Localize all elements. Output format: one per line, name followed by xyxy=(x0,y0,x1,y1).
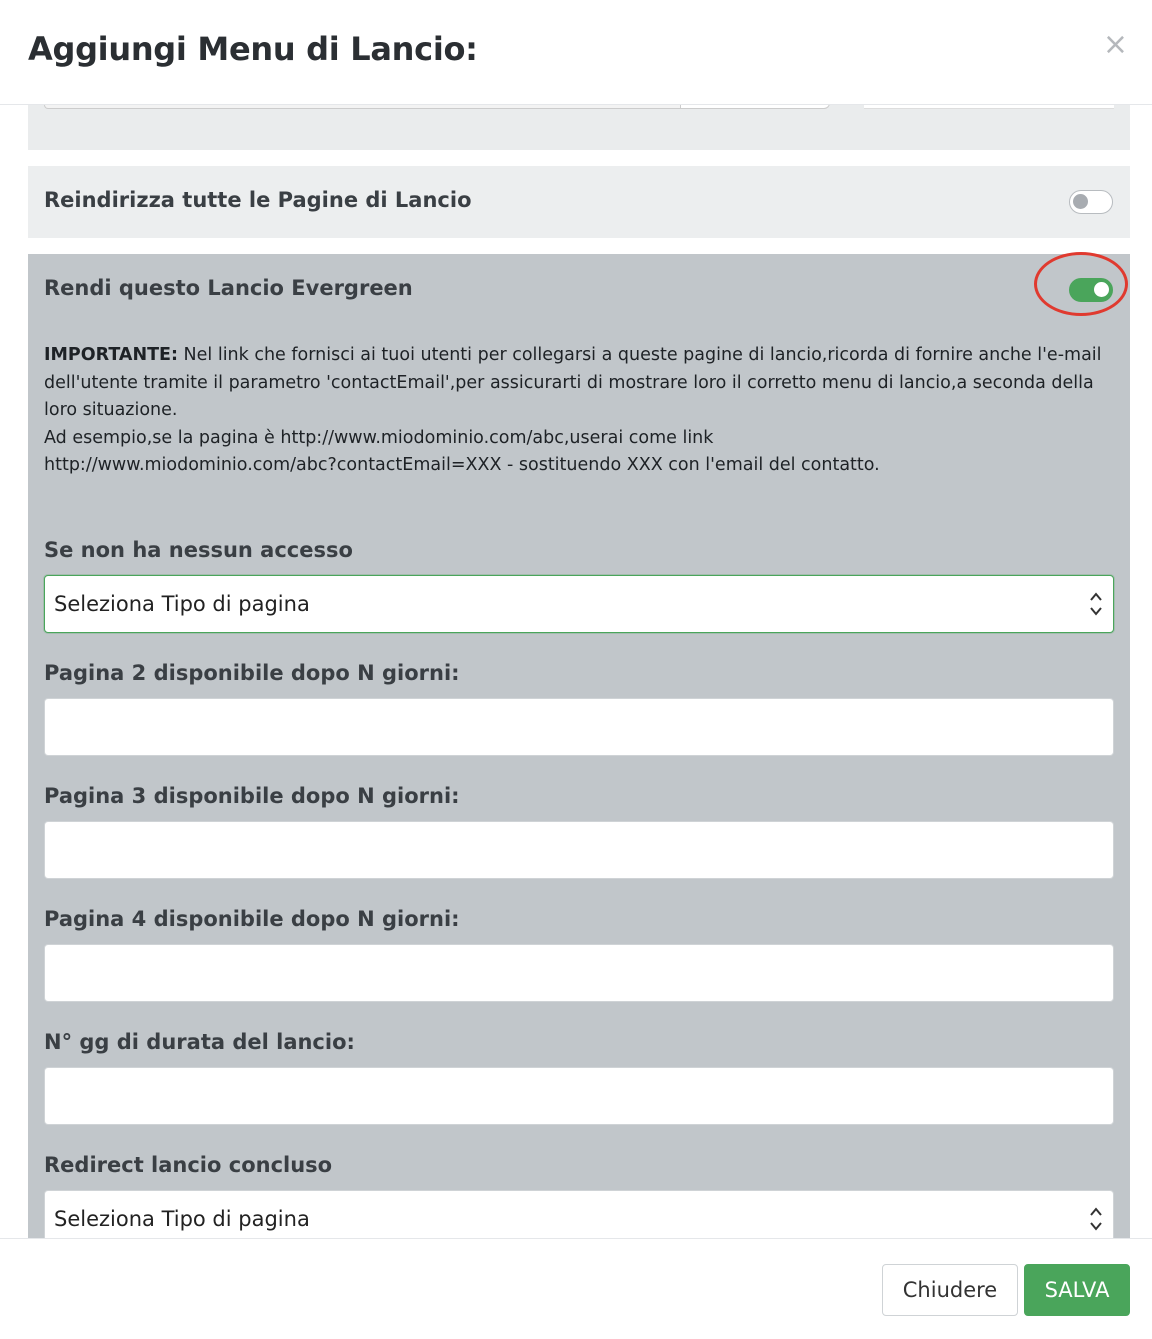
example-line-1: Ad esempio,se la pagina è http://www.miodominio.com/abc,userai come link xyxy=(44,427,714,448)
modal-title: Aggiungi Menu di Lancio: xyxy=(28,30,478,68)
close-button[interactable]: Chiudere xyxy=(882,1264,1018,1316)
modal-body[interactable] xyxy=(0,104,1152,1238)
redirect-all-label: Reindirizza tutte le Pagine di Lancio xyxy=(44,188,472,212)
page2-label: Pagina 2 disponibile dopo N giorni: xyxy=(44,661,460,685)
highlight-annotation xyxy=(1034,252,1128,316)
page3-label: Pagina 3 disponibile dopo N giorni: xyxy=(44,784,460,808)
no-access-select[interactable] xyxy=(44,575,1114,633)
page2-days-input[interactable] xyxy=(44,698,1114,756)
close-icon[interactable]: × xyxy=(1102,27,1128,62)
select-value: Seleziona Tipo di pagina xyxy=(54,592,310,616)
select-value: Seleziona Tipo di pagina xyxy=(54,1207,310,1231)
no-access-label: Se non ha nessun accesso xyxy=(44,538,353,562)
redirect-all-panel xyxy=(28,166,1130,238)
page4-days-input[interactable] xyxy=(44,944,1114,1002)
example-line-2: http://www.miodominio.com/abc?contactEmail=XXX - sostituendo XXX con l'email del contatto. xyxy=(44,455,880,475)
redirect-end-select[interactable] xyxy=(44,1190,1114,1238)
select-arrows-icon xyxy=(1089,1203,1103,1235)
notice-heading: IMPORTANTE: xyxy=(44,345,178,365)
page3-days-input[interactable] xyxy=(44,821,1114,879)
previous-settings-panel xyxy=(28,104,1130,150)
redirect-end-label: Redirect lancio concluso xyxy=(44,1153,333,1177)
page4-label: Pagina 4 disponibile dopo N giorni: xyxy=(44,907,460,931)
evergreen-panel xyxy=(28,254,1130,1238)
modal-header xyxy=(0,0,1152,105)
select-arrows-icon xyxy=(1089,588,1103,620)
evergreen-label: Rendi questo Lancio Evergreen xyxy=(44,276,413,300)
modal-footer xyxy=(0,1238,1152,1339)
save-button[interactable]: SALVA xyxy=(1024,1264,1130,1316)
duration-label: N° gg di durata del lancio: xyxy=(44,1030,355,1054)
important-notice xyxy=(44,342,1124,480)
launch-duration-input[interactable] xyxy=(44,1067,1114,1125)
notice-text: Nel link che fornisci ai tuoi utenti per collegarsi a queste pagine di lancio,ricorda di fornire anche l'e-mail dell'utente tramite il parametro 'contactEmail',per assicurarti di mostrare loro il corretto menu di lancio,a seconda della loro situazione. xyxy=(44,345,1102,420)
redirect-all-toggle[interactable] xyxy=(1069,190,1113,214)
toggle-knob xyxy=(1073,194,1088,209)
